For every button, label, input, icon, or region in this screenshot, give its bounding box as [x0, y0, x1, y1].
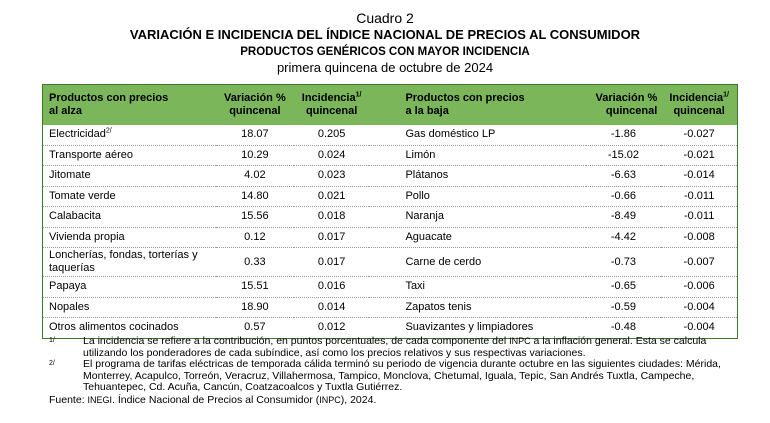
- table-row: [43, 277, 738, 298]
- up-variation-cell: 14.80: [216, 186, 294, 207]
- up-incidence-cell: 0.023: [294, 166, 370, 187]
- header-down-incidence: Incidencia$^{1/}$ quincenal: [669, 91, 729, 117]
- up-variation-cell: 18.07: [216, 125, 294, 145]
- header-up-incidence: Incidencia$^{1/}$ quincenal: [301, 91, 362, 117]
- down-incidence-cell: -0.004: [661, 297, 737, 318]
- down-incidence-cell: -0.021: [661, 145, 737, 166]
- up-incidence-cell: 0.018: [294, 207, 370, 228]
- down-incidence-cell: -0.011: [661, 207, 737, 228]
- table-header-row: [43, 85, 738, 126]
- down-incidence-cell: -0.006: [661, 277, 737, 298]
- table-period: primera quincena de octubre de 2024: [276, 60, 494, 75]
- header-down-variation: Variación % quincenal: [595, 92, 658, 117]
- title-block: [0, 10, 770, 75]
- down-variation-cell: -15.02: [586, 145, 662, 166]
- table-title: VARIACIÓN E INCIDENCIA DEL ÍNDICE NACIONAL DE PRECIOS AL CONSUMIDOR: [129, 27, 641, 42]
- down-product-cell: Naranja: [369, 207, 585, 228]
- down-variation-cell: -4.42: [586, 227, 662, 248]
- up-variation-cell: 15.56: [216, 207, 294, 228]
- cuadro-label: Cuadro 2: [356, 10, 414, 26]
- down-incidence-cell: -0.008: [661, 227, 737, 248]
- up-product-cell: Electricidad$^{2/}$: [43, 125, 216, 145]
- down-product-cell: Limón: [369, 145, 585, 166]
- table-row: [43, 145, 738, 166]
- price-incidence-table: [42, 84, 738, 339]
- down-variation-cell: -0.66: [586, 186, 662, 207]
- up-product-cell: Loncherías, fondas, torterías y taquerías: [43, 248, 216, 277]
- up-variation-cell: 4.02: [216, 166, 294, 187]
- up-variation-cell: 0.57: [244, 321, 266, 334]
- table-row: [43, 125, 738, 145]
- up-product-cell: Otros alimentos cocinados: [49, 321, 179, 334]
- down-variation-cell: -0.48: [610, 321, 636, 334]
- up-product-cell: Jitomate: [43, 166, 216, 187]
- up-variation-cell: 0.33: [216, 248, 294, 277]
- up-incidence-cell: 0.024: [294, 145, 370, 166]
- down-variation-cell: -0.65: [586, 277, 662, 298]
- down-product-cell: Plátanos: [369, 166, 585, 187]
- footnote-1: 1/ La incidencia se refiere a la contribución, en puntos porcentuales, de cada componente del INPC a la inflación general. Esta se calcula utilizando los ponderadores de cada subíndice, así como los precios relativos y sus respectivas variaciones.: [49, 335, 707, 359]
- down-incidence-cell: -0.004: [683, 321, 715, 334]
- down-incidence-cell: -0.007: [661, 248, 737, 277]
- table-row: [43, 207, 738, 228]
- table-row: [43, 297, 738, 318]
- down-product-cell: Pollo: [369, 186, 585, 207]
- table-row: [43, 227, 738, 248]
- up-variation-cell: 10.29: [216, 145, 294, 166]
- down-incidence-cell: -0.014: [661, 166, 737, 187]
- up-incidence-cell: 0.014: [294, 297, 370, 318]
- down-product-cell: Gas doméstico LP: [369, 125, 585, 145]
- down-variation-cell: -0.59: [586, 297, 662, 318]
- up-variation-cell: 18.90: [216, 297, 294, 318]
- down-variation-cell: -0.73: [586, 248, 662, 277]
- up-product-cell: Transporte aéreo: [43, 145, 216, 166]
- down-product-cell: Taxi: [369, 277, 585, 298]
- down-incidence-cell: -0.027: [661, 125, 737, 145]
- up-product-cell: Papaya: [43, 277, 216, 298]
- down-product-cell: Aguacate: [369, 227, 585, 248]
- up-variation-cell: 15.51: [216, 277, 294, 298]
- down-variation-cell: -6.63: [586, 166, 662, 187]
- table-row: [43, 166, 738, 187]
- down-incidence-cell: -0.011: [661, 186, 737, 207]
- source-line: Fuente: INEGI. Índice Nacional de Precios al Consumidor (INPC), 2024.: [49, 393, 377, 406]
- down-variation-cell: -8.49: [586, 207, 662, 228]
- down-product-cell: Carne de cerdo: [369, 248, 585, 277]
- up-incidence-cell: 0.205: [294, 125, 370, 145]
- header-down-products: Productos con precios a la baja: [405, 92, 525, 117]
- table-row: [43, 186, 738, 207]
- up-incidence-cell: 0.021: [294, 186, 370, 207]
- down-variation-cell: -1.86: [586, 125, 662, 145]
- down-product-cell: Zapatos tenis: [369, 297, 585, 318]
- table-subtitle: PRODUCTOS GENÉRICOS CON MAYOR INCIDENCIA: [240, 46, 530, 58]
- up-incidence-cell: 0.017: [294, 248, 370, 277]
- down-product-cell: Suavizantes y limpiadores: [405, 321, 534, 334]
- up-incidence-cell: 0.012: [317, 321, 346, 334]
- up-incidence-cell: 0.017: [294, 227, 370, 248]
- up-product-cell: Nopales: [43, 297, 216, 318]
- up-variation-cell: 0.12: [216, 227, 294, 248]
- footnotes: [49, 336, 739, 407]
- footnote-2: 2/ El programa de tarifas eléctricas de temporada cálida terminó su periodo de vigencia durante octubre en las siguientes ciudades: Mérida, Monterrey, Acapulco, Torreón, Veracruz, Villahermosa, Tampico, Monclova, Chetumal, Iguala, Tepic, San Andrés Tuxtla, Campeche, Tehuantepec, Cd. Acuña, Cancún, Coatzacoalcos y Tuxtla Gutiérrez.: [49, 358, 721, 394]
- up-product-cell: Calabacita: [43, 207, 216, 228]
- up-product-cell: Vivienda propia: [43, 227, 216, 248]
- header-up-products: Productos con precios al alza: [49, 92, 169, 117]
- header-up-variation: Variación % quincenal: [223, 92, 286, 117]
- up-product-cell: Tomate verde: [43, 186, 216, 207]
- up-incidence-cell: 0.016: [294, 277, 370, 298]
- table-row: [43, 248, 738, 277]
